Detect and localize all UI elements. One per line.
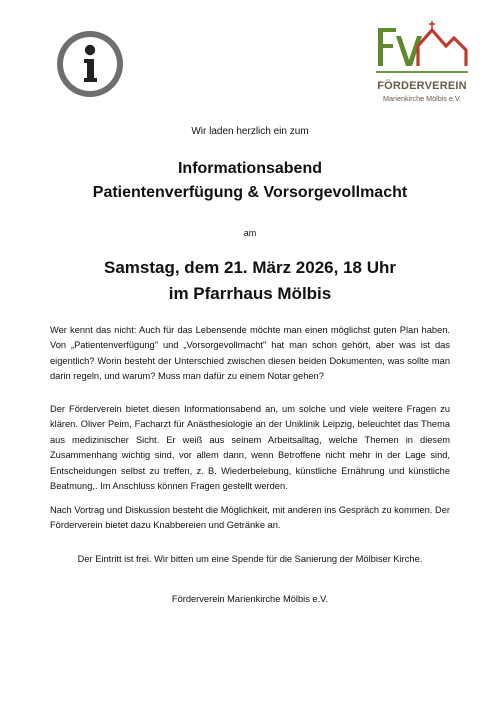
logo-subtitle: Marienkirche Mölbis e.V. (382, 94, 462, 103)
info-icon (56, 30, 124, 98)
intro-paragraph: Wer kennt das nicht: Auch für das Lebensende möchte man einen möglichst guten Plan haben. Von „Patientenverfügung" und „Vorsorgevollmacht" hat man schon gehört, aber was ist das eigentlich? Worin besteht der Unterschied zwischen diesen beiden Dokumenten, was sollte man darin regeln, und warum? Muss man dafür zu einem Notar gehen? (50, 325, 450, 382)
speaker-paragraph: Der Förderverein bietet diesen Informationsabend an, um solche und viele weitere Fragen zu klären. Oliver Peim, Facharzt für Anästhesiologie an der Uniklinik Leipzig, beleuchtet das Thema aus medizinischer Sicht. Er weiß aus seinem Arbeitsalltag, welche Themen in diesem Zusammenhang wichtig sind, vor allem dann, wenn Betroffene nicht mehr in der Lage sind, Entscheidungen selbst zu treffen, z. B. Wiederbelebung, künstliche Ernährung und künstliche Beatmung,. Im Anschluss können Fragen gestellt werden. (50, 404, 450, 492)
church-logo-icon (374, 18, 470, 80)
event-topic: Patientenverfügung & Vorsorgevollmacht (92, 184, 408, 201)
entry-note: Der Eintritt ist frei. Wir bitten um eine Spende für die Sanierung der Mölbiser Kirche. (77, 554, 423, 564)
foerderverein-logo (372, 18, 472, 106)
closing-paragraph: Nach Vortrag und Diskussion besteht die Möglichkeit, mit anderen ins Gespräch zu kommen. Der Förderverein bietet dazu Knabbereien und Getränke an. (50, 505, 450, 531)
event-date: Samstag, dem 21. März 2026, 18 Uhr (104, 258, 396, 277)
event-title: Informationsabend (177, 160, 322, 177)
signature: Förderverein Marienkirche Mölbis e.V. (171, 594, 329, 604)
invitation-line: Wir laden herzlich ein zum (191, 126, 309, 137)
logo-name: FÖRDERVEREIN (377, 80, 467, 92)
event-location: im Pfarrhaus Mölbis (168, 284, 332, 303)
connector-text: am (243, 228, 257, 238)
